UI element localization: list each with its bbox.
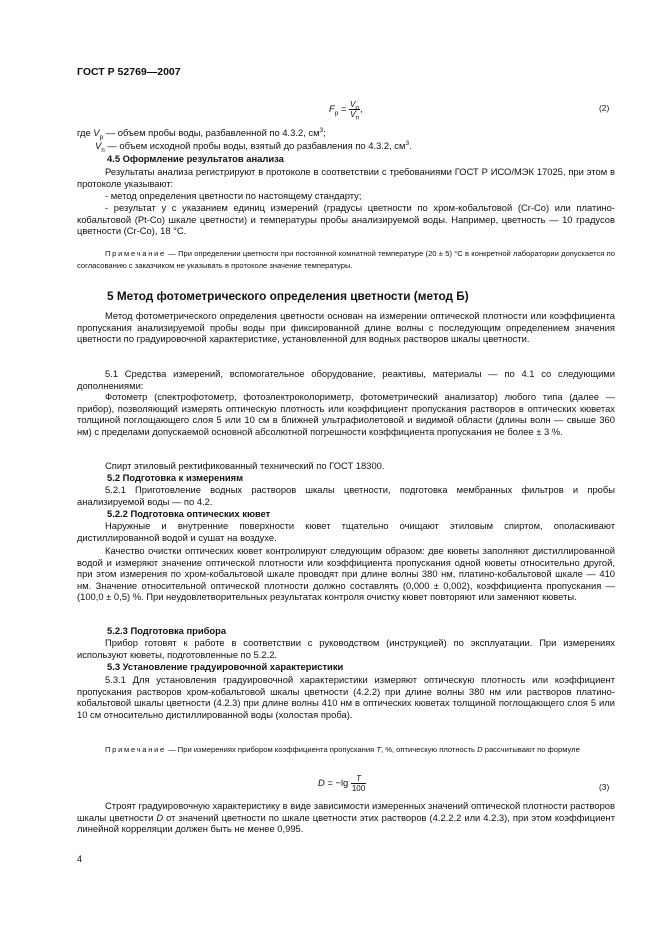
list-item-method: - метод определения цветности по настоящему стандарту; [105,190,362,201]
eq3-fraction [351,774,366,793]
heading-4-5: 4.5 Оформление результатов анализа [107,153,284,164]
equation-3 [318,774,366,793]
eq2-num: V [350,100,356,109]
paragraph-5-2-2-clean: Наружные и внутренние поверхности кювет тщательно очищают этиловым спиртом, ополаскивают дистиллированной водой и сушат на воздухе. [77,520,615,543]
eq2-tail: , [360,102,363,114]
paragraph-5-2-3: Прибор готовят к работе в соответствии с руководством (инструкцией) по эксплуатации. При измерениях используют кюветы, подготовленные по 5.2.2. [77,637,615,660]
paragraph-5-3-1: 5.3.1 Для установления градуировочной характеристики измеряют оптическую плотность или коэффициент пропускания растворов хром-кобальтовой шкалы цветности (4.2.2) при длине волны 380 нм или растворов платино-кобальтовой шкалы цветности (4.2.3) при длине волны 410 нм в оптических кюветах толщиной поглощающего слоя 5 или 10 см относительно дистиллированной воды (холостая проба). [77,674,615,720]
eq3-den: 100 [351,784,366,793]
eq3-num: T [356,774,361,783]
list-item-result: - результат у с указанием единиц измерений (градусы цветности по хром-кобальтовой (Cr-Co) или платино-кобальтовой (Pt-Co) шкале цветности) и температуры пробы анализируемой воды. Например, цветность — 10 градусов цветности (Cr-Co), 18 °С. [77,202,615,237]
heading-5-2-3: 5.2.3 Подготовка прибора [107,625,227,636]
equation-3-number: (3) [599,782,610,792]
eq3-equals: = −lg [324,776,351,788]
paragraph-5-2-1: 5.2.1 Приготовление водных растворов шкалы цветности, подготовка мембранных фильтров и пробы анализируемой воды — по 4.2. [77,484,615,507]
definition-vr: где $V_р$ — объем пробы воды, разбавленной по 4.3.2, $см^3$; [77,126,326,141]
paragraph-spirit: Спирт этиловый ректификованный технический по ГОСТ 18300. [105,460,385,471]
eq2-lhs-sub: р [334,109,339,117]
paragraph-photometer: Фотометр (спектрофотометр, фотоэлектроколориметр, фотометрический анализатор) любого типа (далее — прибор), позволяющий измерять оптическую плотность или коэффициент пропускания растворов в оптических кюветах толщиной поглощающего слоя 5 или 10 см в ближней ультрафиолетовой и видимой области (длины волн — свыше 360 нм) с пределами допускаемой основной абсолютной погрешности коэффициента пропускания не более ± 3 %. [77,391,615,437]
note-temperature: Примечание — При определении цветности при постоянной комнатной температуре (20 ± 5) °С в конкретной лаборатории допускается по согласованию с заказчиком не указывать в протоколе значение температуры. [77,249,615,270]
section-5-heading: 5 Метод фотометрического определения цветности (метод Б) [107,289,469,303]
eq2-lhs: F [329,102,335,114]
page-header: ГОСТ Р 52769—2007 [77,66,181,78]
eq2-den: V [350,110,356,119]
eq3-lhs: D [318,776,325,788]
heading-5-2-2: 5.2.2 Подготовка оптических кювет [107,508,271,519]
equation-2 [329,100,363,122]
note-transmittance: Примечание — При измерениях прибором коэффициента пропускания T, %, оптическую плотность D рассчитывают по формуле [105,745,580,754]
paragraph-calibration-curve: Строят градуировочную характеристику в виде зависимости измеренных значений оптической плотности растворов шкалы цветности D от значений цветности по шкале цветности этих растворов (4.2.2.2 или 4.2.3), при этом коэффициент линейной корреляции должен быть не менее 0,995. [77,800,615,835]
eq2-equals: = [338,102,350,114]
equation-2-number: (2) [599,103,610,113]
definition-vp: $V_п$ — объем исходной пробы воды, взятый до разбавления по 4.3.2, $см^3$. [95,139,412,154]
paragraph-5-2-2-control: Качество очистки оптических кювет контролируют следующим образом: две кюветы заполняют дистиллированной водой и измеряют значение оптической плотности или коэффициента пропускания одной кюветы относительно другой, при этом измерения по хром-кобальтовой шкале проводят при длине волны 380 нм, платино-кобальтовой шкале — 410 нм. Значение относительной оптической плотности должно составлять (0,000 ± 0,002), коэффициента пропускания — (100,0 ± 0,5) %. При неудовлетворительных результатах контроля очистку кювет повторяют или заменяют кюветы. [77,545,615,603]
eq2-den-sub: п [355,114,359,122]
paragraph-5-1: 5.1 Средства измерений, вспомогательное оборудование, реактивы, материалы — по 4.1 со следующими дополнениями: [77,368,615,391]
paragraph-4-5-intro: Результаты анализа регистрируют в протоколе в соответствии с требованиями ГОСТ Р ИСО/МЭК 17025, при этом в протоколе указывают: [77,166,615,189]
eq2-fraction [349,100,360,122]
heading-5-3: 5.3 Установление градуировочной характеристики [107,661,344,672]
eq2-num-sub: р [355,104,360,112]
page-number: 4 [77,854,83,864]
heading-5-2: 5.2 Подготовка к измерениям [107,472,244,483]
paragraph-method-intro: Метод фотометрического определения цветности основан на измерении оптической плотности или коэффициента пропускания анализируемой пробы воды при фиксированной длине волны с последующим определением значения цветности по градуировочной характеристике, установленной для водных растворов шкалы цветности. [77,310,615,345]
